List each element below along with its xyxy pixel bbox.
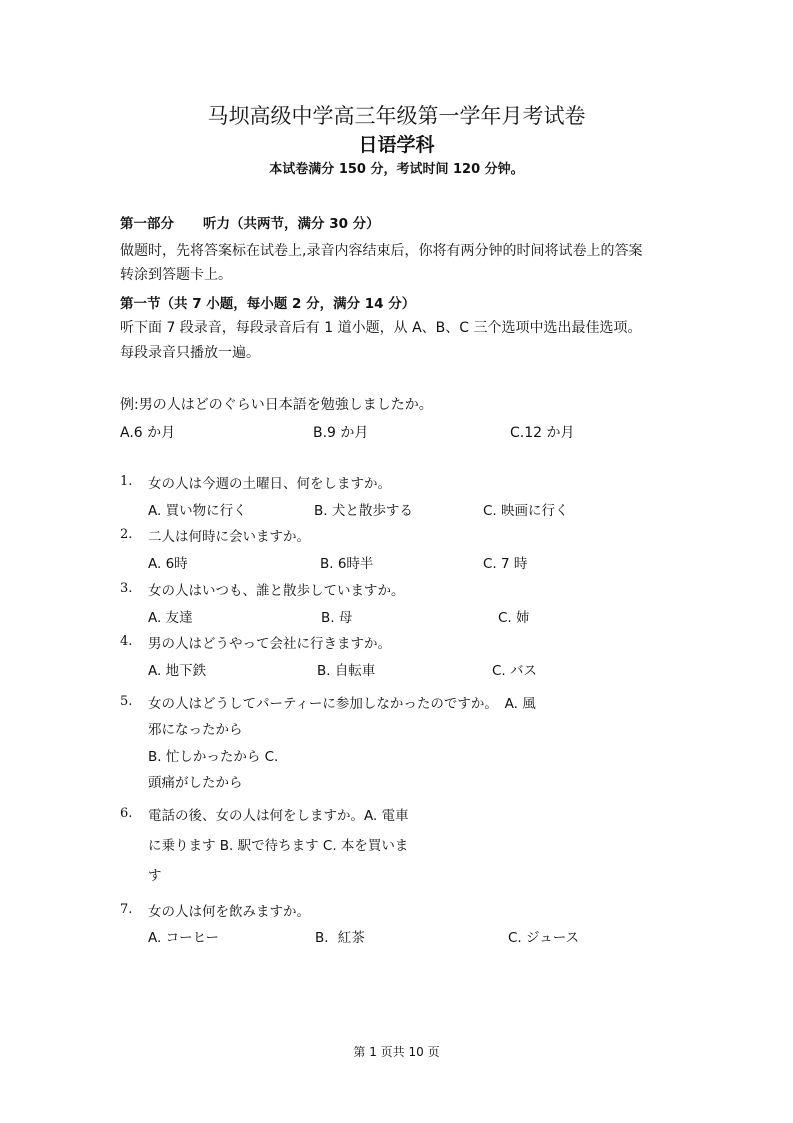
question-text: 女の人はいつも、誰と散歩していますか。 (148, 583, 405, 599)
exam-title: 马坝高级中学高三年级第一学年月考试卷 (207, 104, 586, 128)
example-option-b: B.9 か月 (313, 425, 369, 441)
section1-heading: 第一节（共 7 小题，每小题 2 分，满分 14 分） (120, 296, 416, 312)
question-option-a: A. 地下鉄 (148, 663, 207, 679)
question-option-c: C. 姉 (498, 610, 530, 626)
question-text-line: 頭痛がしたから (148, 775, 243, 791)
question-option-b: B. 自転車 (317, 663, 376, 679)
question-text-line: す (148, 868, 162, 884)
question-text-line: 電話の後、女の人は何をしますか。A. 電車 (148, 808, 409, 824)
question-option-b: B. 6時半 (320, 556, 374, 572)
question-option-c: C. 映画に行く (483, 503, 569, 519)
part1-heading-left: 第一部分 (120, 216, 174, 232)
question-number: 1. (120, 474, 133, 489)
question-text-line: 邪になったから (148, 722, 243, 738)
question-text-line: に乗ります B. 駅で待ちます C. 本を買いま (148, 838, 409, 854)
part1-instruction-line2: 转涂到答题卡上。 (120, 267, 232, 283)
page-footer: 第 1 页共 10 页 (353, 1045, 440, 1059)
question-option-a: A. 友達 (148, 610, 193, 626)
question-number: 5. (120, 694, 133, 709)
question-option-a: A. 6時 (148, 556, 188, 572)
question-option-b: B. 犬と散歩する (314, 503, 413, 519)
question-number: 7. (120, 902, 133, 917)
question-option-a: A. コーヒー (148, 930, 220, 946)
question-option-b: B．紅茶 (315, 930, 365, 946)
section1-instruction-line2: 每段录音只播放一遍。 (120, 345, 260, 361)
question-text: 男の人はどうやって会社に行きますか。 (148, 636, 391, 652)
question-number: 6. (120, 806, 133, 821)
question-text-line: B. 忙しかったから C. (148, 749, 279, 765)
exam-meta: 本试卷满分 150 分，考试时间 120 分钟。 (269, 162, 524, 177)
exam-subject: 日语学科 (358, 134, 435, 156)
question-text-line: 女の人はどうしてパーティーに参加しなかったのですか。 A. 風 (148, 696, 536, 712)
question-option-b: B. 母 (321, 610, 353, 626)
question-option-c: C. バス (492, 663, 538, 679)
question-option-c: C. ジュース (508, 930, 580, 946)
question-number: 3. (120, 581, 133, 596)
question-option-a: A. 買い物に行く (148, 503, 247, 519)
part1-heading-right: 听力（共两节，满分 30 分） (203, 216, 380, 232)
section1-instruction-line1: 听下面 7 段录音，每段录音后有 1 道小题，从 A、B、C 三个选项中选出最佳选项。 (120, 320, 642, 336)
part1-instruction-line1: 做题时，先将答案标在试卷上,录音内容结束后，你将有两分钟的时间将试卷上的答案 (120, 243, 643, 259)
question-number: 4. (120, 634, 133, 649)
question-option-c: C. 7 時 (483, 556, 528, 572)
question-text: 女の人は何を飲みますか。 (148, 904, 310, 920)
example-option-c: C.12 か月 (510, 425, 575, 441)
question-text: 女の人は今週の土曜日、何をしますか。 (148, 476, 391, 492)
example-option-a: A.6 か月 (120, 425, 176, 441)
question-text: 二人は何時に会いますか。 (148, 529, 310, 545)
example-question: 例:男の人はどのぐらい日本語を勉強しましたか。 (120, 397, 433, 413)
question-number: 2. (120, 527, 133, 542)
